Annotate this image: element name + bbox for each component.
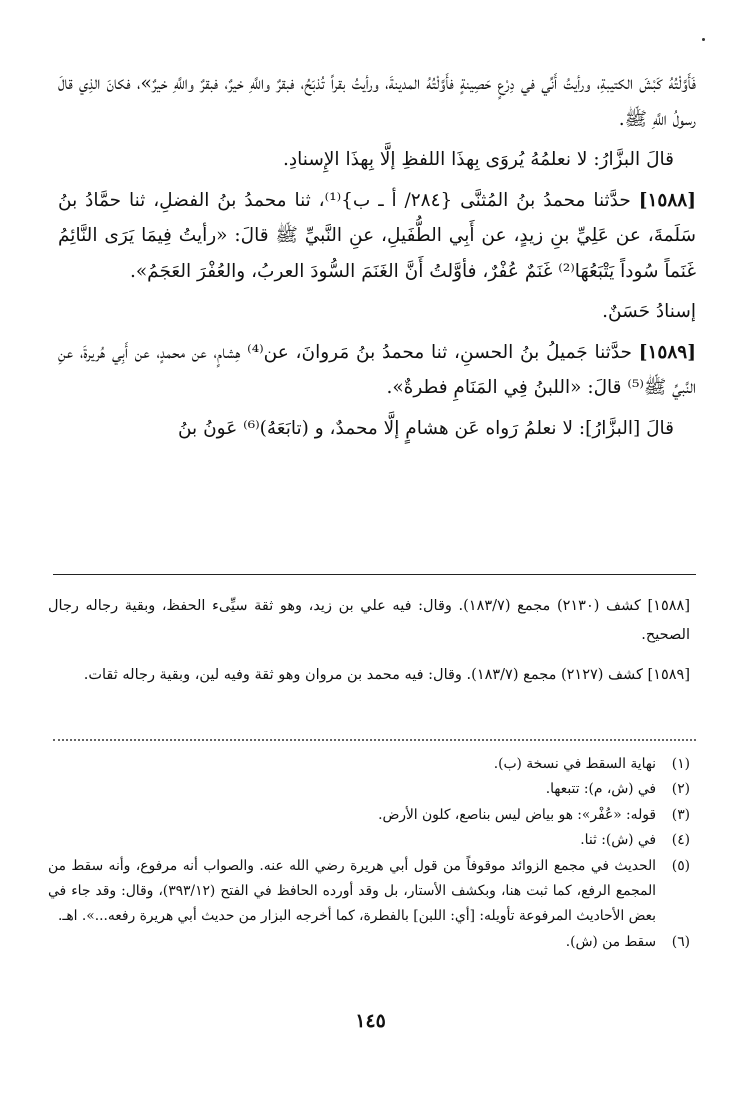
paragraph-isnad-grade: إسنادُ حَسَنٌ.	[602, 301, 696, 322]
footnote-number: (٣)	[671, 806, 690, 823]
paragraph-bazzar-comment-2: قالَ [البزَّارُ]: لا نعلمُ رَواه عَن هشامٍ إلَّا محمدٌ، و (تابَعَهُ)⁽⁶⁾ عَونُ بنُ	[177, 417, 674, 439]
footnote-text: في (ش، م): تتبعها.	[545, 781, 656, 798]
footnote-text: الحديث في مجمع الزوائد موقوفاً من قول أبي هريرة رضي الله عنه. والصواب أنه مرفوع، وأنه سقط من المجمع الرفع، كما ثبت هنا، وبكشف الأستار، بل وقد أورده الحافظ في الفتح (٣٩٣/١٢)، وقال: وقد جاء في بعض الأحاديث المرفوعة تأويله: [أي: اللبن] بالفطرة، كما أخرجه البزار من حديث أبي هريرة رفعه...». اهـ.	[48, 857, 657, 925]
hadith-1588	[58, 183, 696, 290]
footnote-number: (١)	[671, 756, 690, 772]
footnotes-list	[48, 752, 690, 955]
footnote-text: في (ش): ثنا.	[580, 832, 656, 849]
footnote-item	[48, 828, 690, 853]
footnote-number: (٤)	[671, 832, 690, 849]
footnote-item	[48, 777, 690, 802]
page-number: ١٤٥	[355, 1010, 386, 1032]
footnote-item	[48, 930, 690, 955]
main-text	[58, 66, 696, 446]
takhrij-section	[48, 592, 690, 701]
paragraph-dream-continuation: فَأَوَّلْتُهُ كَبْشَ الكتيبةِ، ورأيتُ أَنِّي في دِرْعٍ حَصِينةٍ فأَوَّلْتُهُ المدينةَ، ورأيتُ بقراً تُذبَحُ، فبقرٌ واللَّهِ خيرٌ، فبقرٌ واللَّهِ خيرٌ»، فكانَ الذِي قالَ رسولُ اللَّهِ ﷺ.	[58, 73, 696, 130]
footnote-separator-solid	[53, 574, 696, 575]
footnote-number: (٦)	[671, 933, 690, 950]
footnote-number: (٥)	[671, 857, 690, 874]
hadith-number-1588: [١٥٨٨]	[638, 189, 696, 211]
hadith-1589	[58, 335, 696, 406]
corner-dot	[702, 38, 705, 41]
footnote-item	[48, 752, 690, 777]
takhrij-1589: [١٥٨٩] كشف (٢١٢٧) مجمع (١٨٣/٧). وقال: فيه محمد بن مروان وهو ثقة وفيه لين، وبقية رجاله ثقات.	[83, 667, 690, 683]
hadith-text-1588: حدَّثنا محمدُ بنُ المُثنَّى {٢٨٤/ أ ـ ب}⁽¹⁾، ثنا محمدُ بنُ الفضلِ، ثنا حمَّادُ بنُ سَلَمةَ، عن عَلِيِّ بنِ زيدٍ، عن أَبِي الطُّفَيلِ، عنِ النَّبيِّ ﷺ قالَ: «رأيتُ فِيمَا يَرَى النَّائِمُ غَنَماً سُوداً يَتْبَعُهَا⁽²⁾ غَنَمٌ عُفْرٌ، فأوَّلتُ أَنَّ الغَنَمَ السُّودَ العربُ، والعُفْرَ العَجَمُ».	[58, 189, 696, 282]
paragraph-bazzar-comment-1: قالَ البزَّارُ: لا نعلمُهُ يُروَى بِهذَا اللفظِ إلَّا بِهذَا الإِسنادِ.	[283, 149, 674, 170]
footnote-text: نهاية السقط في نسخة (ب).	[493, 756, 656, 772]
hadith-text-1589: حدَّثنا جَميلُ بنُ الحسنِ، ثنا محمدُ بنُ مَروانَ، عن⁽⁴⁾ هِشامٍ، عن محمدٍ، عن أَبِي هُريرةَ، عنِ النَّبيِّ ﷺ⁽⁵⁾ قالَ: «اللبنُ فِي المَنَامِ فطرةٌ».	[58, 341, 696, 398]
footnote-text: سقط من (ش).	[565, 933, 656, 950]
footnote-text: قوله: «عُفْر»: هو بياض ليس بناصع، كلون الأرض.	[378, 806, 656, 823]
footnote-separator-dotted	[53, 739, 696, 741]
takhrij-1588: [١٥٨٨] كشف (٢١٣٠) مجمع (١٨٣/٧). وقال: فيه علي بن زيد، وهو ثقة سيِّىء الحفظ، وبقية رجاله رجال الصحيح.	[48, 598, 690, 643]
footnote-number: (٢)	[671, 781, 690, 798]
hadith-number-1589: [١٥٨٩]	[638, 341, 696, 363]
footnote-item	[48, 854, 690, 930]
footnote-item	[48, 803, 690, 828]
